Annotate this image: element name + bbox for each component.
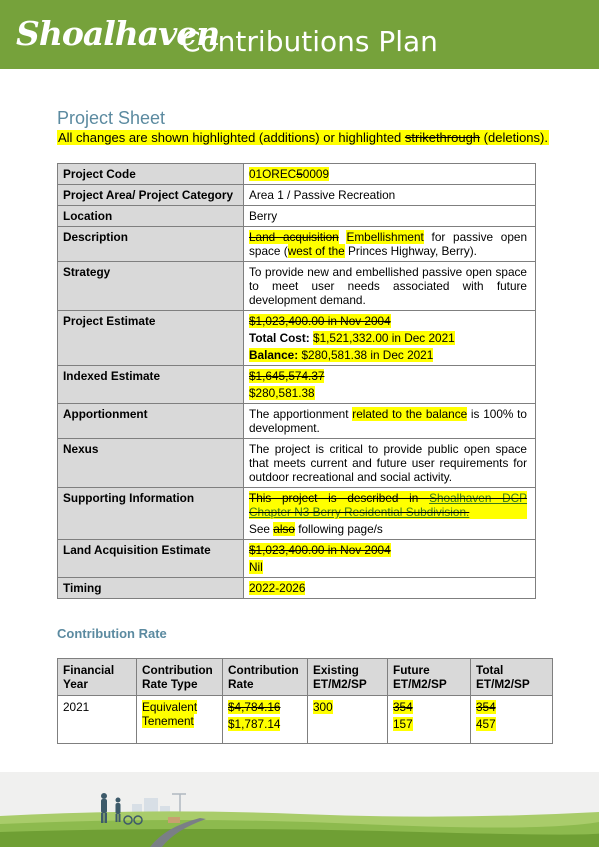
row-label: Nexus [58, 439, 244, 488]
row-label: Indexed Estimate [58, 366, 244, 404]
rate-type-cell [137, 696, 223, 744]
column-header: Future ET/M2/SP [388, 659, 471, 696]
table-row [58, 696, 553, 744]
column-header: Contribution Rate [223, 659, 308, 696]
project-code-value [244, 164, 536, 185]
row-label: Description [58, 227, 244, 262]
indexed-added: $280,581.38 [249, 386, 315, 400]
notice-strike-word: strikethrough [404, 130, 481, 145]
land-added: Nil [249, 560, 263, 574]
row-label: Project Code [58, 164, 244, 185]
table-row [58, 262, 536, 311]
description-deleted: Land acquisition [249, 230, 339, 244]
table-row [58, 185, 536, 206]
description-text: for passive open space ( [249, 230, 528, 258]
apportionment-added: related to the balance [352, 407, 468, 421]
location-value: Berry [244, 206, 536, 227]
total-added: 457 [476, 717, 496, 731]
indexed-estimate-value [244, 366, 536, 404]
supporting-info-value [244, 488, 536, 540]
column-header: Existing ET/M2/SP [308, 659, 388, 696]
table-row [58, 578, 536, 599]
table-header-row [58, 659, 553, 696]
rate-added: $1,787.14 [228, 717, 281, 731]
indexed-deleted: $1,645,574.37 [249, 369, 325, 383]
financial-year-cell: 2021 [58, 696, 137, 744]
project-sheet-table [57, 163, 536, 599]
table-row [58, 488, 536, 540]
apportionment-text: The apportionment [249, 407, 353, 421]
description-text-end: Princes Highway, Berry). [344, 244, 477, 258]
table-row [58, 404, 536, 439]
table-row [58, 164, 536, 185]
rate-type-text: Equivalent Tenement [142, 700, 198, 728]
code-part-end: 0009 [302, 167, 330, 181]
row-label: Location [58, 206, 244, 227]
strategy-value: To provide new and embellished passive open space to meet user needs associated with future development demand. [244, 262, 536, 311]
sheet-title: Project Sheet [57, 108, 166, 128]
dcp-chapter-link[interactable]: Shoalhaven DCP Chapter N3 Berry Residential Subdivision. [249, 491, 528, 519]
nexus-value: The project is critical to provide public open space that meets current and future user requirements for outdoor recreational and social activity. [244, 439, 536, 488]
row-label: Supporting Information [58, 488, 244, 540]
row-label: Strategy [58, 262, 244, 311]
change-notice [57, 130, 549, 145]
table-row [58, 227, 536, 262]
contribution-rate-title: Contribution Rate [57, 626, 167, 641]
footer-landscape-illustration [0, 772, 599, 847]
row-label: Timing [58, 578, 244, 599]
timing-text: 2022-2026 [249, 581, 306, 595]
see-text-end: following page/s [294, 522, 383, 536]
code-part: 01OREC [249, 167, 297, 181]
plan-title: Contributions Plan [181, 25, 438, 58]
apportionment-value [244, 404, 536, 439]
shoalhaven-logo: Shoalhaven [16, 14, 220, 53]
project-area-value: Area 1 / Passive Recreation [244, 185, 536, 206]
total-cell [471, 696, 553, 744]
supporting-deleted-text: This project is described in [249, 491, 430, 505]
table-row [58, 311, 536, 366]
total-deleted: 354 [476, 700, 496, 714]
future-added: 157 [393, 717, 413, 731]
rate-cell [223, 696, 308, 744]
future-deleted: 354 [393, 700, 413, 714]
total-cost-value: $1,521,332.00 in Dec 2021 [313, 331, 455, 345]
contribution-rate-table [57, 658, 553, 744]
table-row [58, 540, 536, 578]
future-cell [388, 696, 471, 744]
column-header: Contribution Rate Type [137, 659, 223, 696]
row-label: Project Estimate [58, 311, 244, 366]
description-added: Embellishment [346, 230, 424, 244]
row-label: Apportionment [58, 404, 244, 439]
table-row [58, 366, 536, 404]
existing-value: 300 [313, 700, 333, 714]
row-label: Project Area/ Project Category [58, 185, 244, 206]
notice-text-end: (deletions). [480, 130, 548, 145]
see-text: See [249, 522, 274, 536]
column-header: Financial Year [58, 659, 137, 696]
description-value [244, 227, 536, 262]
apportionment-text-end: is 100% to development. [249, 407, 527, 435]
land-acquisition-value [244, 540, 536, 578]
notice-text: All changes are shown highlighted (additions) or highlighted [58, 130, 405, 145]
code-deleted-part: 5 [296, 167, 303, 181]
project-estimate-value [244, 311, 536, 366]
table-row [58, 439, 536, 488]
also-deleted: also [273, 522, 295, 536]
timing-value [244, 578, 536, 599]
description-added-2: west of the [287, 244, 345, 258]
total-cost-label: Total Cost: [249, 331, 310, 345]
estimate-deleted: $1,023,400.00 in Nov 2004 [249, 314, 391, 328]
column-header: Total ET/M2/SP [471, 659, 553, 696]
balance-label: Balance: [249, 348, 299, 362]
land-deleted: $1,023,400.00 in Nov 2004 [249, 543, 391, 557]
header-banner [0, 0, 599, 69]
rate-deleted: $4,784.16 [228, 700, 281, 714]
table-row [58, 206, 536, 227]
balance-value: $280,581.38 in Dec 2021 [301, 348, 434, 362]
existing-cell [308, 696, 388, 744]
row-label: Land Acquisition Estimate [58, 540, 244, 578]
